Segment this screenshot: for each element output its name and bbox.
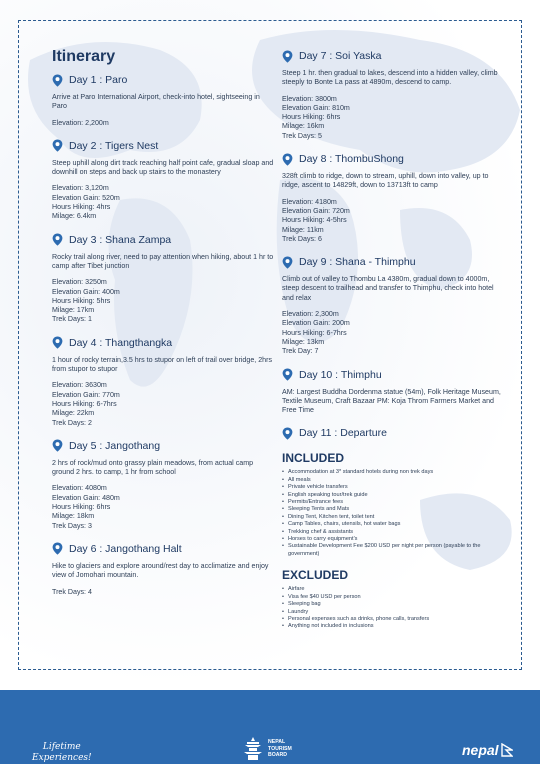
list-item: • Dining Tent, Kitchen tent, toilet tent — [282, 514, 504, 521]
day-description: Arrive at Paro International Airport, check-into hotel, sightseeing in Paro — [52, 93, 260, 111]
day-stat-line: Milage: 11km — [282, 225, 324, 234]
day-stat-line: Trek Day: 7 — [282, 347, 319, 356]
day-title: Day 6 : Jangothang Halt — [69, 542, 182, 555]
day-stat-line: Milage: 22km — [52, 409, 95, 418]
excluded-list — [282, 586, 504, 630]
day-stat-line: Trek Days: 1 — [52, 315, 92, 324]
list-item: • Camp Tables, chairs, utensils, hot water bags — [282, 521, 504, 528]
day-stats — [52, 278, 274, 324]
pagoda-logo-icon — [242, 736, 264, 762]
day-header — [52, 541, 274, 557]
list-item: • Trekking chef & assistants — [282, 529, 504, 536]
day-stat-line: Elevation: 3630m — [52, 381, 107, 390]
list-item: • Sleeping bag — [282, 601, 504, 608]
list-item: • All meals — [282, 477, 504, 484]
list-item: • Personal expenses such as drinks, phone calls, transfers — [282, 616, 504, 623]
ntb-line-2: TOURISM — [268, 745, 292, 752]
day-stat-line: Elevation Gain: 480m — [52, 493, 120, 502]
day-stat-line: Trek Days: 3 — [52, 521, 92, 530]
day-header — [282, 151, 504, 167]
day-stat-line: Milage: 13km — [282, 337, 325, 346]
map-pin-icon — [282, 256, 293, 269]
day-title: Day 1 : Paro — [69, 74, 128, 86]
itinerary-left-column — [52, 48, 274, 607]
day-entry — [52, 138, 274, 222]
page-title: Itinerary — [52, 48, 116, 65]
day-title: Day 8 : ThombuShong — [299, 153, 404, 166]
day-title: Day 9 : Shana - Thimphu — [299, 256, 416, 269]
day-header — [52, 232, 274, 248]
day-list-left — [52, 72, 274, 597]
map-pin-icon — [52, 542, 63, 555]
day-description: Steep 1 hr. then gradual to lakes, descend into a hidden valley, climb steeply to Bonte La pass at 4890m, descend to camp. — [282, 69, 498, 87]
day-stats — [282, 310, 504, 356]
day-description: AM: Largest Buddha Dordenma statue (54m), Folk Heritage Museum, Textile Museum, Craft Bazaar PM: Koja Throm Farmers Market and Free Time — [282, 387, 501, 415]
day-description: Hike to glaciers and explore around/rest day to acclimatize and enjoy view of Jomohari mountain. — [52, 561, 269, 580]
day-stat-line: Elevation: 2,200m — [52, 118, 109, 127]
ntb-logo-text — [268, 739, 292, 758]
list-item: • Horses to carry equipment's — [282, 536, 504, 543]
day-header — [52, 335, 274, 351]
nepal-brand-logo — [462, 742, 513, 758]
list-item: • Visa fee $40 USD per person — [282, 594, 504, 601]
day-stat-line: Milage: 17km — [52, 306, 95, 315]
day-stat-line: Elevation Gain: 520m — [52, 193, 120, 202]
map-pin-icon — [52, 233, 63, 246]
day-entry — [52, 438, 274, 531]
day-stat-line: Milage: 6.4km — [52, 212, 97, 221]
slogan-line-2: Experiences! — [32, 753, 92, 763]
map-pin-icon — [282, 368, 293, 381]
included-list — [282, 469, 504, 558]
day-header — [52, 138, 274, 154]
list-item: • Anything not included in inclusions — [282, 623, 504, 630]
day-entry — [52, 335, 274, 428]
day-entry — [52, 541, 274, 597]
day-description: Climb out of valley to Thombu La 4380m, gradual down to 4000m, steep descent to trailhead and transfer to Thimphu, check into hotel and relax — [282, 275, 494, 302]
nepal-flag-icon — [501, 743, 513, 757]
nepal-brand-text: nepal — [462, 742, 499, 758]
day-stat-line: Elevation Gain: 810m — [282, 103, 350, 112]
day-list-right — [282, 48, 504, 441]
included-heading: INCLUDED — [282, 451, 344, 466]
ntb-logo-block — [242, 736, 292, 762]
map-pin-icon — [52, 336, 63, 349]
day-stat-line: Hours Hiking: 4-5hrs — [282, 216, 347, 225]
day-entry — [282, 151, 504, 244]
day-stat-line: Elevation: 3800m — [282, 94, 337, 103]
day-stats — [52, 184, 274, 221]
day-title: Day 10 : Thimphu — [299, 368, 382, 381]
day-stat-line: Trek Days: 6 — [282, 234, 322, 243]
day-entry — [282, 367, 504, 416]
day-header — [282, 367, 504, 383]
day-title: Day 2 : Tigers Nest — [69, 139, 159, 152]
list-item: • Airfare — [282, 586, 504, 593]
day-description: 2 hrs of rock/mud onto grassy plain meadows, from actual camp ground 2 hrs. to camp, 1 hr from school — [52, 458, 254, 477]
list-item: • Accommodation at 3* standard hotels during non trek days — [282, 469, 504, 476]
map-pin-icon — [52, 139, 63, 152]
day-header — [282, 425, 504, 441]
ntb-line-1: NEPAL — [268, 739, 286, 746]
day-title: Day 3 : Shana Zampa — [69, 233, 172, 246]
day-stat-line: Hours Hiking: 6hrs — [282, 113, 341, 122]
day-stat-line: Trek Days: 4 — [52, 587, 92, 596]
day-stat-line: Hours Hiking: 5hrs — [52, 296, 111, 305]
list-item: • Sustainable Development Fee $200 USD per night per person (payable to the government) — [282, 543, 504, 558]
day-stat-line: Milage: 18km — [52, 512, 95, 521]
day-description: 1 hour of rocky terrain,3.5 hrs to stupor on left of trail over bridge, 2hrs from stupor to stupor — [52, 355, 273, 374]
day-stat-line: Hours Hiking: 4hrs — [52, 203, 111, 212]
day-title: Day 5 : Jangothang — [69, 439, 161, 452]
list-item: • Sleeping Tents and Mats — [282, 506, 504, 513]
day-stat-line: Hours Hiking: 6hrs — [52, 503, 111, 512]
day-stat-line: Hours Hiking: 6-7hrs — [52, 399, 117, 408]
day-stat-line: Elevation Gain: 770m — [52, 390, 120, 399]
day-stats — [52, 484, 274, 530]
day-stat-line: Elevation Gain: 200m — [282, 319, 350, 328]
ntb-line-3: BOARD — [268, 752, 288, 759]
day-stats — [282, 95, 504, 141]
day-stats — [282, 198, 504, 244]
day-stat-line: Elevation: 3250m — [52, 278, 107, 287]
list-item: • English speaking tour/trek guide — [282, 492, 504, 499]
day-stat-line: Elevation Gain: 400m — [52, 287, 120, 296]
day-stats — [52, 119, 274, 128]
map-pin-icon — [282, 427, 293, 440]
excluded-heading: EXCLUDED — [282, 568, 349, 583]
itinerary-right-column — [282, 48, 504, 631]
day-stat-line: Elevation: 4080m — [52, 484, 107, 493]
day-title: Day 7 : Soi Yaska — [299, 50, 382, 62]
day-stat-line: Elevation Gain: 720m — [282, 206, 350, 215]
map-pin-icon — [52, 439, 63, 452]
day-stat-line: Hours Hiking: 6-7hrs — [282, 328, 347, 337]
day-header — [282, 48, 504, 64]
day-entry — [52, 232, 274, 325]
map-pin-icon — [282, 153, 293, 166]
map-pin-icon — [52, 74, 63, 87]
day-description: Steep uphill along dirt track reaching half point cafe, gradual sloap and downhill on steps and back up stairs to the monastery — [52, 158, 274, 177]
day-entry — [282, 254, 504, 356]
day-header — [282, 254, 504, 270]
day-entry — [282, 48, 504, 141]
day-stat-line: Milage: 16km — [282, 122, 325, 131]
list-item: • Laundry — [282, 609, 504, 616]
day-stat-line: Trek Days: 2 — [52, 418, 92, 427]
day-header — [52, 72, 274, 88]
day-stat-line: Elevation: 2,300m — [282, 310, 339, 319]
day-entry — [52, 72, 274, 128]
day-title: Day 11 : Departure — [299, 427, 387, 440]
day-description: Rocky trail along river, need to pay attention when hiking, about 1 hr to camp after Tibet junction — [52, 252, 274, 270]
list-item: • Permits/Entrance fees — [282, 499, 504, 506]
day-stat-line: Trek Days: 5 — [282, 131, 322, 140]
day-stat-line: Elevation: 4180m — [282, 197, 337, 206]
slogan-line-1: Lifetime — [42, 742, 81, 752]
list-item: • Private vehicle transfers — [282, 484, 504, 491]
day-stats — [52, 588, 274, 597]
day-description: 328ft climb to ridge, down to stream, uphill, down into valley, up to ridge, ascent to 14829ft, down to 13713ft to camp — [282, 172, 489, 190]
day-header — [52, 438, 274, 454]
day-stat-line: Elevation: 3,120m — [52, 184, 109, 193]
footer-slogan — [32, 742, 92, 764]
map-pin-icon — [282, 50, 293, 63]
day-entry — [282, 425, 504, 441]
day-stats — [52, 381, 274, 427]
day-title: Day 4 : Thangthangka — [69, 336, 173, 349]
